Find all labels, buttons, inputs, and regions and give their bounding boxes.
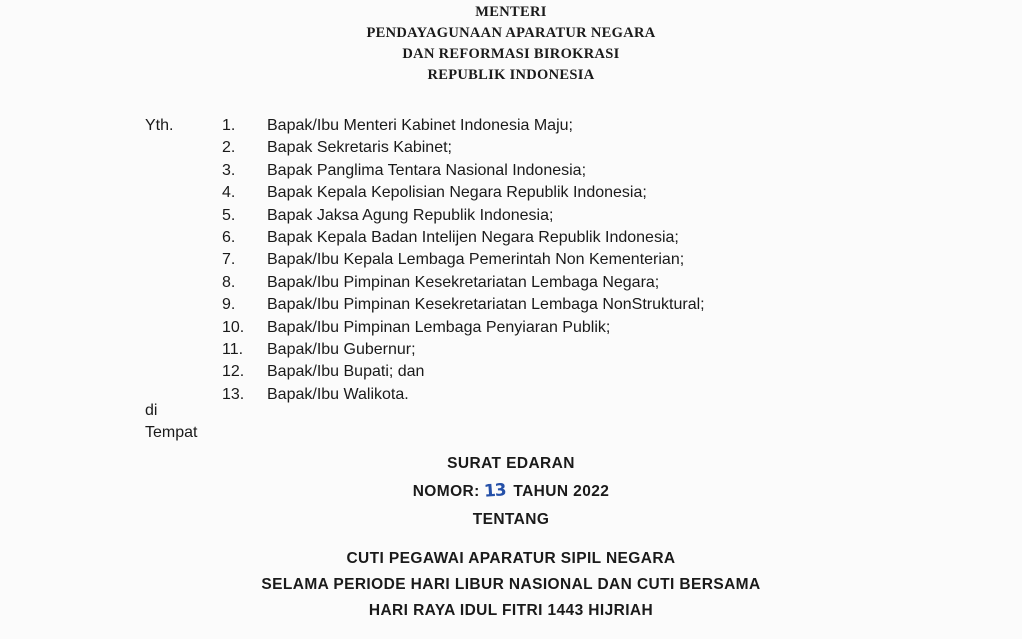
letterhead-line-3: DAN REFORMASI BIROKRASI <box>402 46 620 62</box>
circular-number-line <box>0 481 1022 501</box>
subject-line-2: SELAMA PERIODE HARI LIBUR NASIONAL DAN CUTI BERSAMA <box>261 576 761 593</box>
list-item-number: 12. <box>222 363 245 381</box>
addressee-place <box>145 400 197 445</box>
list-item <box>222 361 705 383</box>
place-di: di <box>145 402 158 419</box>
letterhead <box>0 2 1022 86</box>
salutation-yth: Yth. <box>145 117 174 134</box>
list-item <box>222 249 705 271</box>
list-item-text: Bapak/Ibu Pimpinan Kesekretariatan Lembaga Negara; <box>267 273 660 291</box>
list-item-number: 6. <box>222 229 236 247</box>
list-item-number: 13. <box>222 385 245 403</box>
list-item <box>222 182 705 204</box>
circular-subject <box>0 546 1022 624</box>
circular-title: SURAT EDARAN <box>447 455 575 472</box>
list-item <box>222 294 705 316</box>
nomor-label: NOMOR: <box>412 483 480 500</box>
list-item-number: 7. <box>222 251 236 269</box>
list-item-text: Bapak/Ibu Bupati; dan <box>267 363 425 381</box>
list-item-text: Bapak/Ibu Menteri Kabinet Indonesia Maju; <box>267 117 573 134</box>
list-item-number: 2. <box>222 139 236 157</box>
list-item-number: 1. <box>222 117 236 134</box>
list-item <box>222 384 705 406</box>
place-tempat: Tempat <box>145 424 198 442</box>
tentang-heading: TENTANG <box>472 511 550 528</box>
list-item <box>222 115 705 137</box>
list-item <box>222 272 705 294</box>
list-item-number: 4. <box>222 184 236 202</box>
list-item <box>222 227 705 249</box>
list-item-text: Bapak/Ibu Pimpinan Kesekretariatan Lembaga NonStruktural; <box>267 296 705 314</box>
list-item <box>222 160 705 182</box>
list-item-text: Bapak/Ibu Kepala Lembaga Pemerintah Non Kementerian; <box>267 251 685 269</box>
list-item-text: Bapak/Ibu Pimpinan Lembaga Penyiaran Publik; <box>267 318 611 336</box>
tahun-label: TAHUN 2022 <box>513 483 610 500</box>
list-item-number: 5. <box>222 206 236 224</box>
list-item-number: 10. <box>222 318 245 336</box>
list-item-text: Bapak Kepala Kepolisian Negara Republik Indonesia; <box>267 184 647 202</box>
list-item <box>222 317 705 339</box>
addressee-list <box>222 115 705 406</box>
list-item-number: 11. <box>222 341 244 359</box>
letterhead-line-1: MENTERI <box>475 4 547 20</box>
list-item-text: Bapak Sekretaris Kabinet; <box>267 139 452 157</box>
list-item-text: Bapak Jaksa Agung Republik Indonesia; <box>267 206 554 224</box>
subject-line-3: HARI RAYA IDUL FITRI 1443 HIJRIAH <box>368 602 654 619</box>
list-item-text: Bapak Kepala Badan Intelijen Negara Republik Indonesia; <box>267 229 679 247</box>
list-item-text: Bapak/Ibu Walikota. <box>267 385 409 403</box>
list-item-number: 8. <box>222 273 236 291</box>
letterhead-line-4: REPUBLIK INDONESIA <box>427 67 595 83</box>
list-item-number: 3. <box>222 161 236 179</box>
list-item-text: Bapak/Ibu Gubernur; <box>267 341 416 359</box>
list-item-number: 9. <box>222 296 236 314</box>
list-item <box>222 137 705 159</box>
list-item <box>222 339 705 361</box>
letterhead-line-2: PENDAYAGUNAAN APARATUR NEGARA <box>366 25 656 41</box>
list-item <box>222 205 705 227</box>
handwritten-number: 13 <box>483 480 507 502</box>
subject-line-1: CUTI PEGAWAI APARATUR SIPIL NEGARA <box>346 550 676 567</box>
list-item-text: Bapak Panglima Tentara Nasional Indonesia; <box>267 161 587 179</box>
